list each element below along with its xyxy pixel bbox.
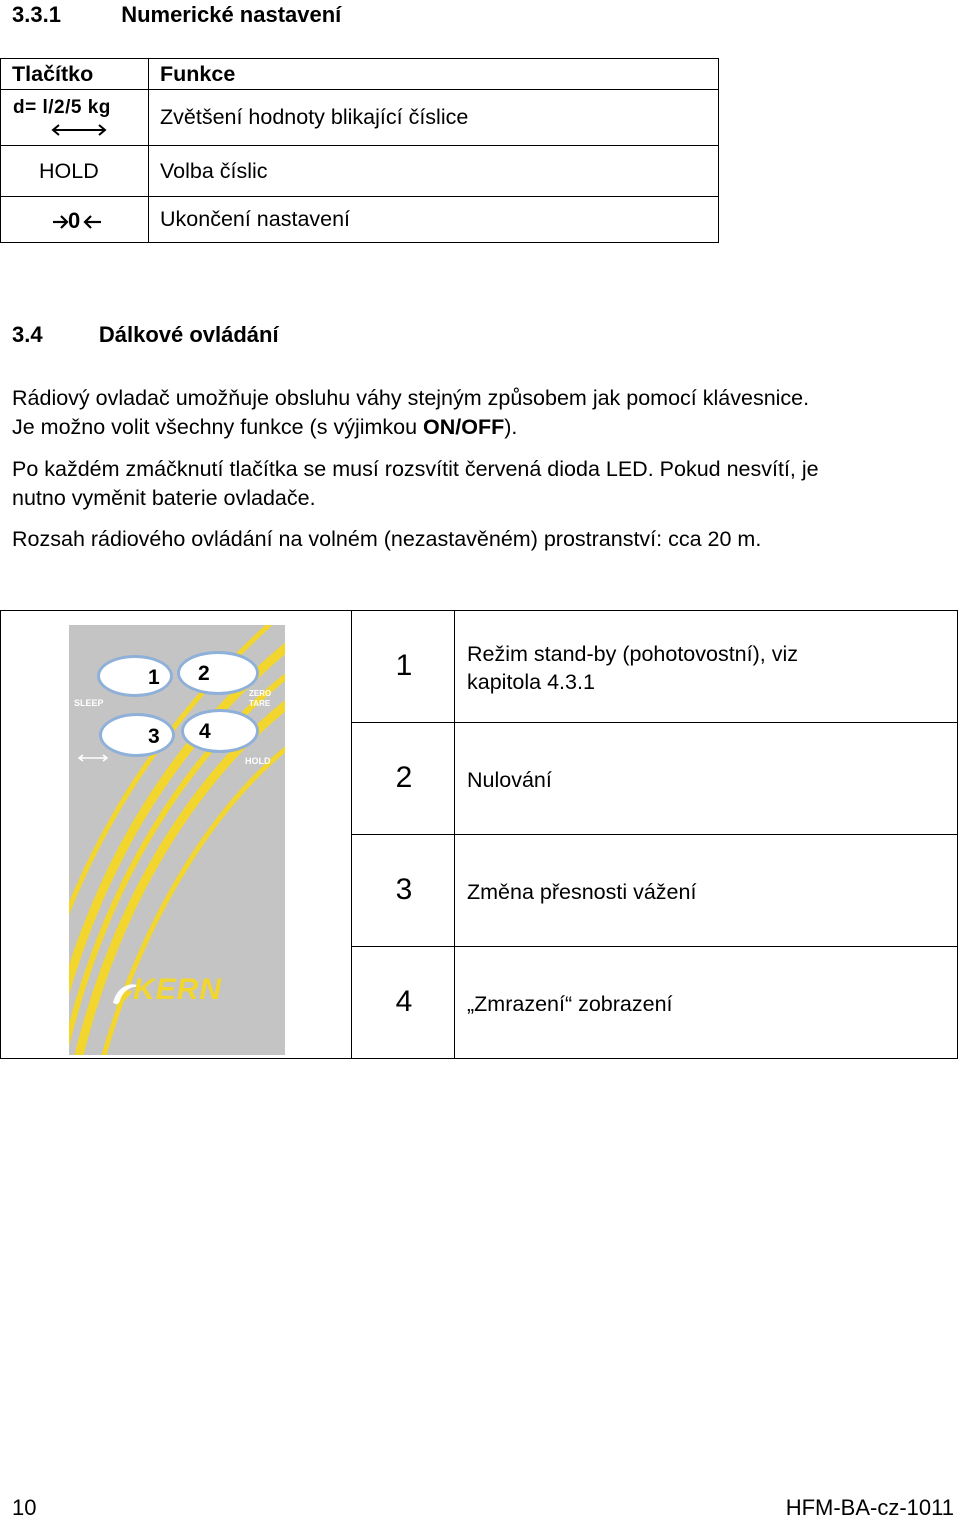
section-number: 3.4 <box>12 322 43 347</box>
key-description <box>467 640 947 696</box>
paragraph-3: Rozsah rádiového ovládání na volném (nezastavěném) prostranství: cca 20 m. <box>12 527 762 551</box>
section-heading-34 <box>12 322 279 348</box>
function-cell: Volba číslic <box>160 159 268 183</box>
tare-label: TARE <box>249 699 271 708</box>
key-number: 1 <box>395 649 413 682</box>
section-number: 3.3.1 <box>12 2 61 27</box>
desc-line: kapitola 4.3.1 <box>467 670 595 694</box>
key-description: Nulování <box>467 768 552 792</box>
section-title: Numerické nastavení <box>121 2 342 27</box>
remote-keys-table <box>0 610 958 1059</box>
function-cell: Ukončení nastavení <box>160 207 351 231</box>
section-heading-331 <box>12 2 341 28</box>
table-header-function: Funkce <box>160 62 236 86</box>
key-number: 3 <box>395 873 413 906</box>
hold-label: HOLD <box>245 756 271 766</box>
remote-button-1 <box>97 655 173 697</box>
paragraph-line: Rádiový ovladač umožňuje obsluhu váhy stejným způsobem jak pomocí klávesnice. <box>12 386 810 410</box>
table-header-button: Tlačítko <box>12 62 94 86</box>
text-span: Je možno volit všechny funkce (s výjimkou <box>12 415 424 439</box>
remote-button-2 <box>177 651 259 695</box>
key-number: 4 <box>395 985 413 1018</box>
sleep-label: SLEEP <box>74 698 104 708</box>
remote-button-label: 4 <box>199 720 211 743</box>
key-number: 2 <box>395 761 413 794</box>
double-arrow-icon <box>77 752 109 764</box>
paragraph-line: nutno vyměnit baterie ovladače. <box>12 486 316 510</box>
key-description: Změna přesnosti vážení <box>467 880 697 904</box>
desc-line: Režim stand-by (pohotovostní), viz <box>467 642 798 666</box>
key-description: „Zmrazení“ zobrazení <box>467 992 673 1016</box>
paragraph-line: Po každém zmáčknutí tlačítka se musí rozsvítit červená dioda LED. Pokud nesvítí, je <box>12 457 819 481</box>
text-bold: ON/OFF <box>423 415 505 439</box>
document-id: HFM-BA-cz-1011 <box>785 1495 954 1520</box>
zero-arrows-icon <box>51 207 111 237</box>
remote-button-3 <box>99 713 175 757</box>
paragraph-1 <box>12 384 957 442</box>
text-span: ). <box>504 415 518 439</box>
zero-label: ZERO <box>249 689 272 698</box>
section-title: Dálkové ovládání <box>98 322 279 347</box>
page-number: 10 <box>12 1495 37 1520</box>
paragraph-line <box>12 413 957 442</box>
button-function-table <box>0 58 719 243</box>
hold-button-label: HOLD <box>39 159 99 183</box>
function-cell: Zvětšení hodnoty blikající číslice <box>160 105 469 129</box>
d-weight-label: d= l/2/5 kg <box>13 97 111 118</box>
remote-control-image <box>69 625 285 1055</box>
remote-button-label: 2 <box>198 662 210 685</box>
remote-button-label: 1 <box>148 666 160 689</box>
d-weight-toggle-icon <box>13 97 137 139</box>
kern-logo: KERN <box>133 973 223 1006</box>
paragraph-2 <box>12 455 957 513</box>
remote-button-label: 3 <box>148 725 160 748</box>
remote-button-4 <box>181 709 259 753</box>
zero-label: 0 <box>68 208 81 233</box>
